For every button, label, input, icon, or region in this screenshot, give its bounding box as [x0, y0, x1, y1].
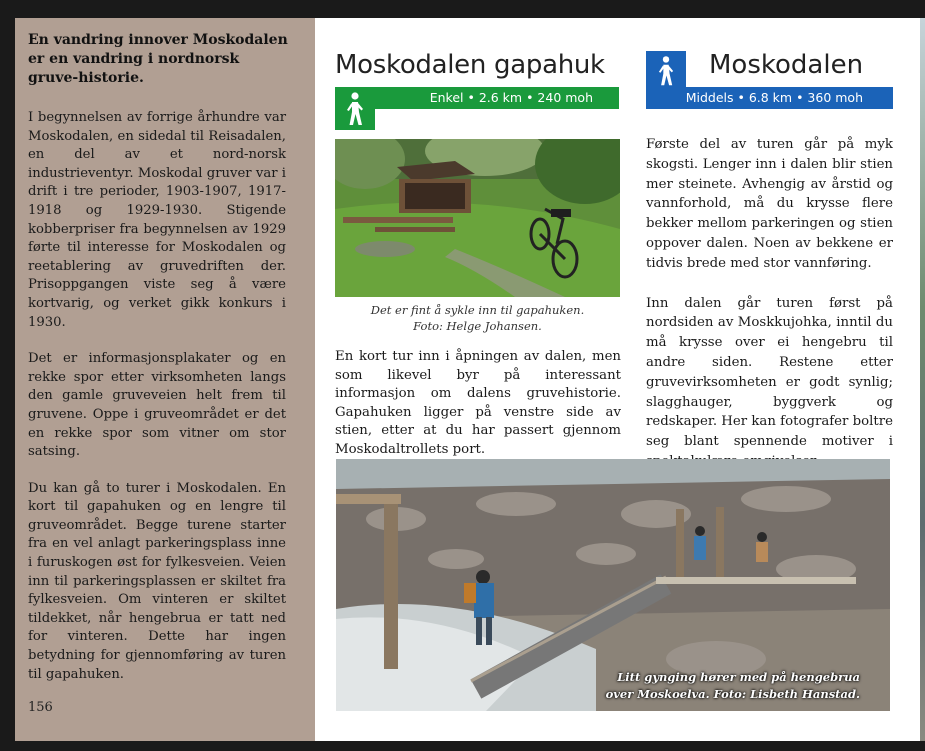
sidebar-paragraph: I begynnelsen av forrige århundre var Moskodalen, en sidedal til Reisadalen, en del av et nord-norsk industrieventyr. Moskodal gruver var i drift i tre perioder, 1903-1907, 1917-1918 og 1929-1930. Stigende kobberpriser fra begynnelsen av 1929 førte til interesse for Moskodalen og reetablering av gruvedriften der. Prisoppgangen viste seg å være kortvarig, og verket gikk konkurs i 1930. [28, 110, 286, 330]
page-number: 156 [28, 700, 53, 715]
bridge-photo-caption [605, 669, 860, 703]
route-title-gapahuk: Moskodalen gapahuk [335, 50, 605, 80]
moskodalen-paragraph: Første del av turen går på myk skogsti. Lenger inn i dalen blir stien mer steinete. Avhengig av årstid og vannforhold, må du krysse flere bekker mellom parkeringen og stien oppover dalen. Noen av bekkene er tidvis brede med stor vannføring. [646, 137, 893, 271]
route-title-moskodalen: Moskodalen [709, 50, 864, 80]
sidebar-paragraph: Du kan gå to turer i Moskodalen. En kort til gapahuken og en lengre til gruveområdet. Begge turene starter fra en vel anlagt parkeringsplass inne i furuskogen øst for fylkesveien. Veien inn til parkeringsplassen er skiltet fra fylkesveien. Om vinteren er skiltet tildekket, når hengebrua er tatt ned for vinteren. Dette har ingen betydning for gjennomføring av turen til gapahuken. [28, 480, 286, 682]
bridge-caption-line: Litt gynging hører med på hengebrua [617, 670, 860, 684]
bridge-caption-line: over Moskoelva. Foto: Lisbeth Hanstad. [605, 687, 860, 701]
photo-caption [335, 302, 620, 334]
next-page-edge [920, 18, 925, 741]
photo-caption-line: Det er fint å sykle inn til gapahuken. [370, 303, 585, 317]
difficulty-bar-medium: Middels • 6.8 km • 360 moh [646, 87, 893, 109]
photo-shelter-bicycle [335, 139, 620, 297]
moskodalen-description [646, 135, 893, 492]
difficulty-bar-easy: Enkel • 2.6 km • 240 moh [335, 87, 619, 109]
page [315, 18, 920, 741]
sidebar-body [28, 109, 286, 702]
sidebar-heading: En vandring innover Moskodalen er en vandring i nordnorsk gruve-historie. [28, 32, 288, 86]
hiker-icon [646, 51, 686, 89]
photo-caption-line: Foto: Helge Johansen. [413, 319, 542, 333]
sidebar-paragraph: Det er informasjonsplakater og en rekke spor etter virksomheten langs den gamle gruveveien helt frem til gruvene. Oppe i gruveområdet er det en rekke spor som vitner om stor satsing. [28, 351, 286, 460]
moskodalen-paragraph: Inn dalen går turen først på nordsiden av Moskkujohka, inntil du må krysse over ei hengebru til andre siden. Restene etter gruvevirksomheten er godt synlig; slagghauger, byggverk og redskaper. Her kan fotografer boltre seg blant spennende motiver i [646, 295, 893, 450]
hiker-icon [335, 87, 375, 130]
gapahuk-description: En kort tur inn i åpningen av dalen, men som likevel byr på interessant informasjon om dalens gruvehistorie. Gapahuken ligger på venstre side av stien, etter at du har passert gjennom Moskodaltrollets port. [335, 349, 621, 457]
